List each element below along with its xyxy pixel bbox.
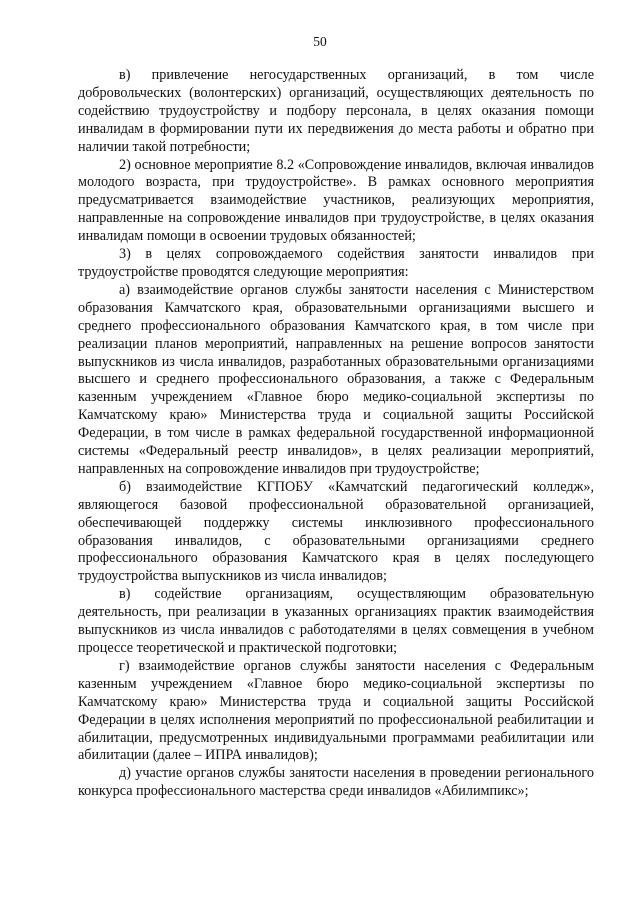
paragraph-3g-medical-social-expertise: г) взаимодействие органов службы занятости населения с Федеральным казенным учреждением «Главное бюро медико-социальной экспертизы по Камчатскому краю» Министерства труда и социальной защиты Российской Федерации в целях исполнения мероприятий по профессиональной реабилитации и абилитации, предусмотренных индивидуальными программами реабилитации или абилитации (далее – ИПРА инвалидов); bbox=[78, 657, 594, 764]
paragraph-3d-abilympics: д) участие органов службы занятости населения в проведении регионального конкурса профессионального мастерства среди инвалидов «Абилимпикс»; bbox=[78, 765, 594, 800]
paragraph-2-main-activity-8-2: 2) основное мероприятие 8.2 «Сопровождение инвалидов, включая инвалидов молодого возраста, при трудоустройстве». В рамках основного мероприятия предусматривается взаимодействие участников, реализующих мероприятия, направленные на сопровождение инвалидов при трудоустройстве, в целях оказания инвалидам помощи в освоении трудовых обязанностей; bbox=[78, 156, 594, 245]
paragraph-3a-employment-service-interaction: а) взаимодействие органов службы занятости населения с Министерством образования Камчатского края, образовательными организациями высшего и среднего профессионального образования Камчатского края, в том числе при реализации планов мероприятий, направленных на решение вопросов занятости выпускников из числа инвалидов, разработанных образовательными организациями высшего и среднего профессионального образования, а также с Федеральным казенным учреждением «Главное бюро медико-социальной экспертизы по Камчатскому краю» Министерства труда и социальной защиты Российской Федерации, в том числе в рамках федеральной государственной информационной системы «Федеральный реестр инвалидов», в целях реализации мероприятий, направленных на сопровождение инвалидов при трудоустройстве; bbox=[78, 281, 594, 477]
page-number: 50 bbox=[313, 34, 327, 49]
document-body bbox=[78, 67, 594, 801]
paragraph-3-supported-employment: 3) в целях сопровождаемого содействия занятости инвалидов при трудоустройстве проводятся следующие мероприятия: bbox=[78, 246, 594, 280]
paragraph-3b-pedagogical-college: б) взаимодействие КГПОБУ «Камчатский педагогический колледж», являющегося базовой профессиональной образовательной организацией, обеспечивающей поддержку системы инклюзивного профессионального образования инвалидов, с образовательными организациями среднего профессионального образования Камчатского края в целях последующего трудоустройства выпускников из числа инвалидов; bbox=[78, 478, 594, 585]
paragraph-3v-volunteer-organizations: в) привлечение негосударственных организаций, в том числе добровольческих (волонтерских) организаций, осуществляющих деятельность по содействию трудоустройству и подбору персонала, в целях оказания помощи инвалидам в формировании пути их передвижения до места работы и обратно при наличии такой потребности; bbox=[78, 67, 594, 155]
paragraph-3v-practice-assistance: в) содействие организациям, осуществляющим образовательную деятельность, при реализации в указанных организациях практик взаимодействия выпускников из числа инвалидов с работодателями в целях совмещения в учебном процессе теоретической и практической подготовки; bbox=[78, 586, 594, 656]
